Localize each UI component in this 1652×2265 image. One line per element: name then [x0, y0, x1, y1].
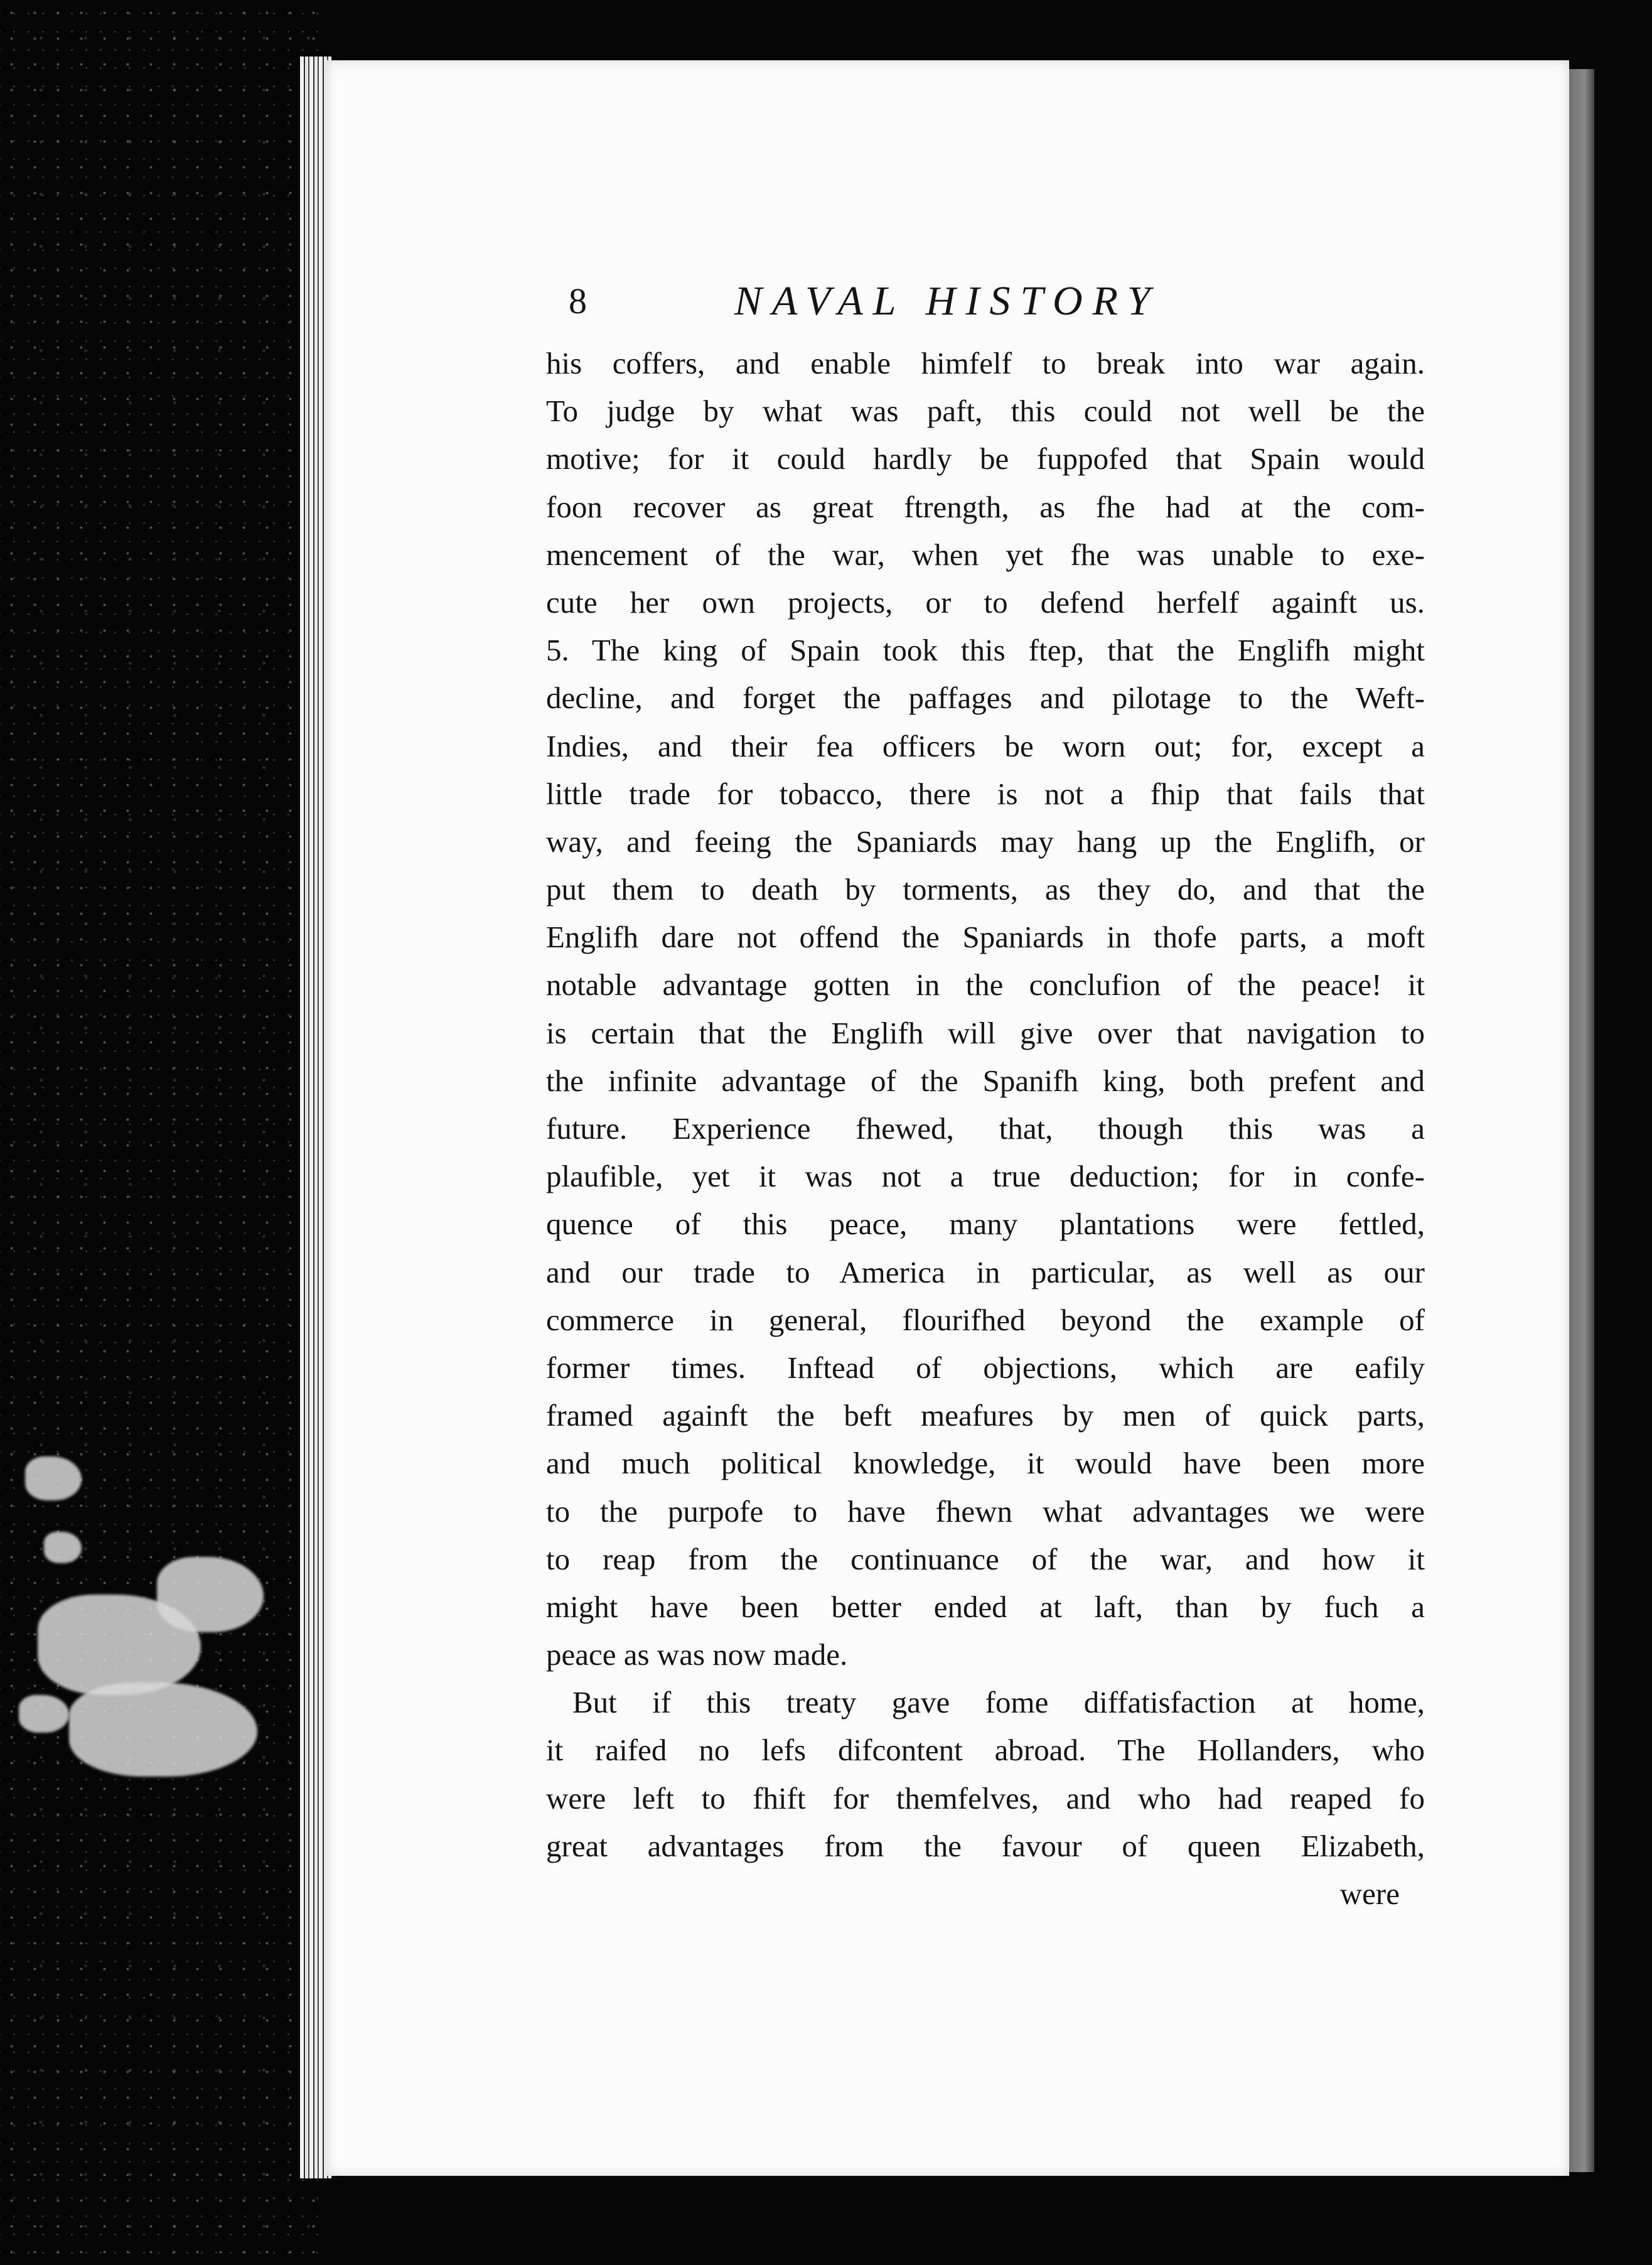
running-head [546, 267, 1425, 336]
text-line: future. Experience fhewed, that, though this was a [546, 1111, 1425, 1146]
text-line: to reap from the continuance of the war, and how it [546, 1541, 1425, 1576]
text-line: mencement of the war, when yet fhe was unable to exe- [546, 537, 1425, 572]
text-line: his coffers, and enable himfelf to break into war again. [546, 346, 1425, 380]
text-line: little trade for tobacco, there is not a fhip that fails that [546, 776, 1425, 811]
text-line: Englifh dare not offend the Spaniards in thofe parts, a moft [546, 920, 1425, 955]
text-line: peace as was now made. [546, 1637, 848, 1672]
page-number: 8 [569, 281, 587, 321]
text-line: is certain that the Englifh will give over that navigation to [546, 1015, 1425, 1050]
running-title: NAVAL HISTORY [734, 278, 1161, 324]
text-line: it raifed no lefs difcontent abroad. The Hollanders, who [546, 1733, 1425, 1768]
text-line: and much political knowledge, it would have been more [546, 1446, 1425, 1481]
background-blot [69, 1682, 257, 1777]
text-line: motive; for it could hardly be fuppofed that Spain would [546, 441, 1425, 476]
text-line: notable advantage gotten in the conclufion of the peace! it [546, 967, 1425, 1003]
text-line: might have been better ended at laft, than by fuch a [546, 1589, 1425, 1624]
text-line: cute her own projects, or to defend herfelf againft us. [546, 584, 1425, 620]
catchword: were [1339, 1876, 1400, 1911]
background-blot [157, 1557, 264, 1632]
text-line: former times. Inftead of objections, which are eafily [546, 1350, 1425, 1385]
text-line: commerce in general, flourifhed beyond the example of [546, 1302, 1425, 1337]
text-line: Indies, and their fea officers be worn out; for, except a [546, 728, 1425, 763]
right-margin-dark [1594, 0, 1652, 2265]
background-blot [19, 1695, 69, 1733]
text-line: To judge by what was paft, this could not well be the [546, 394, 1425, 429]
text-line: way, and feeing the Spaniards may hang up the Englifh, or [546, 824, 1425, 859]
page-text [546, 267, 1425, 1918]
text-line: the infinite advantage of the Spanifh king, both prefent and [546, 1063, 1425, 1098]
text-line: decline, and forget the paffages and pilotage to the Weft- [546, 681, 1425, 716]
text-line: But if this treaty gave fome diffatisfaction at home, [572, 1685, 1425, 1720]
text-line: quence of this peace, many plantations were fettled, [546, 1207, 1425, 1242]
facing-page-edge [1569, 69, 1594, 2172]
text-line: great advantages from the favour of queen Elizabeth, [546, 1828, 1425, 1863]
text-line: plaufible, yet it was not a true deduction; for in confe- [546, 1159, 1425, 1194]
text-line: put them to death by torments, as they do, and that the [546, 872, 1425, 907]
text-line: and our trade to America in particular, as well as our [546, 1254, 1425, 1289]
background-speckle [0, 0, 326, 2265]
background-blot [44, 1532, 82, 1563]
text-line: framed againft the beft meafures by men of quick parts, [546, 1398, 1425, 1433]
background-blot [25, 1456, 82, 1500]
text-line: foon recover as great ftrength, as fhe had at the com- [546, 489, 1425, 524]
text-line: to the purpofe to have fhewn what advantages we were [546, 1493, 1425, 1529]
text-line: 5. The king of Spain took this ftep, that the Englifh might [546, 633, 1425, 668]
text-line: were left to fhift for themfelves, and who had reaped fo [546, 1780, 1425, 1816]
